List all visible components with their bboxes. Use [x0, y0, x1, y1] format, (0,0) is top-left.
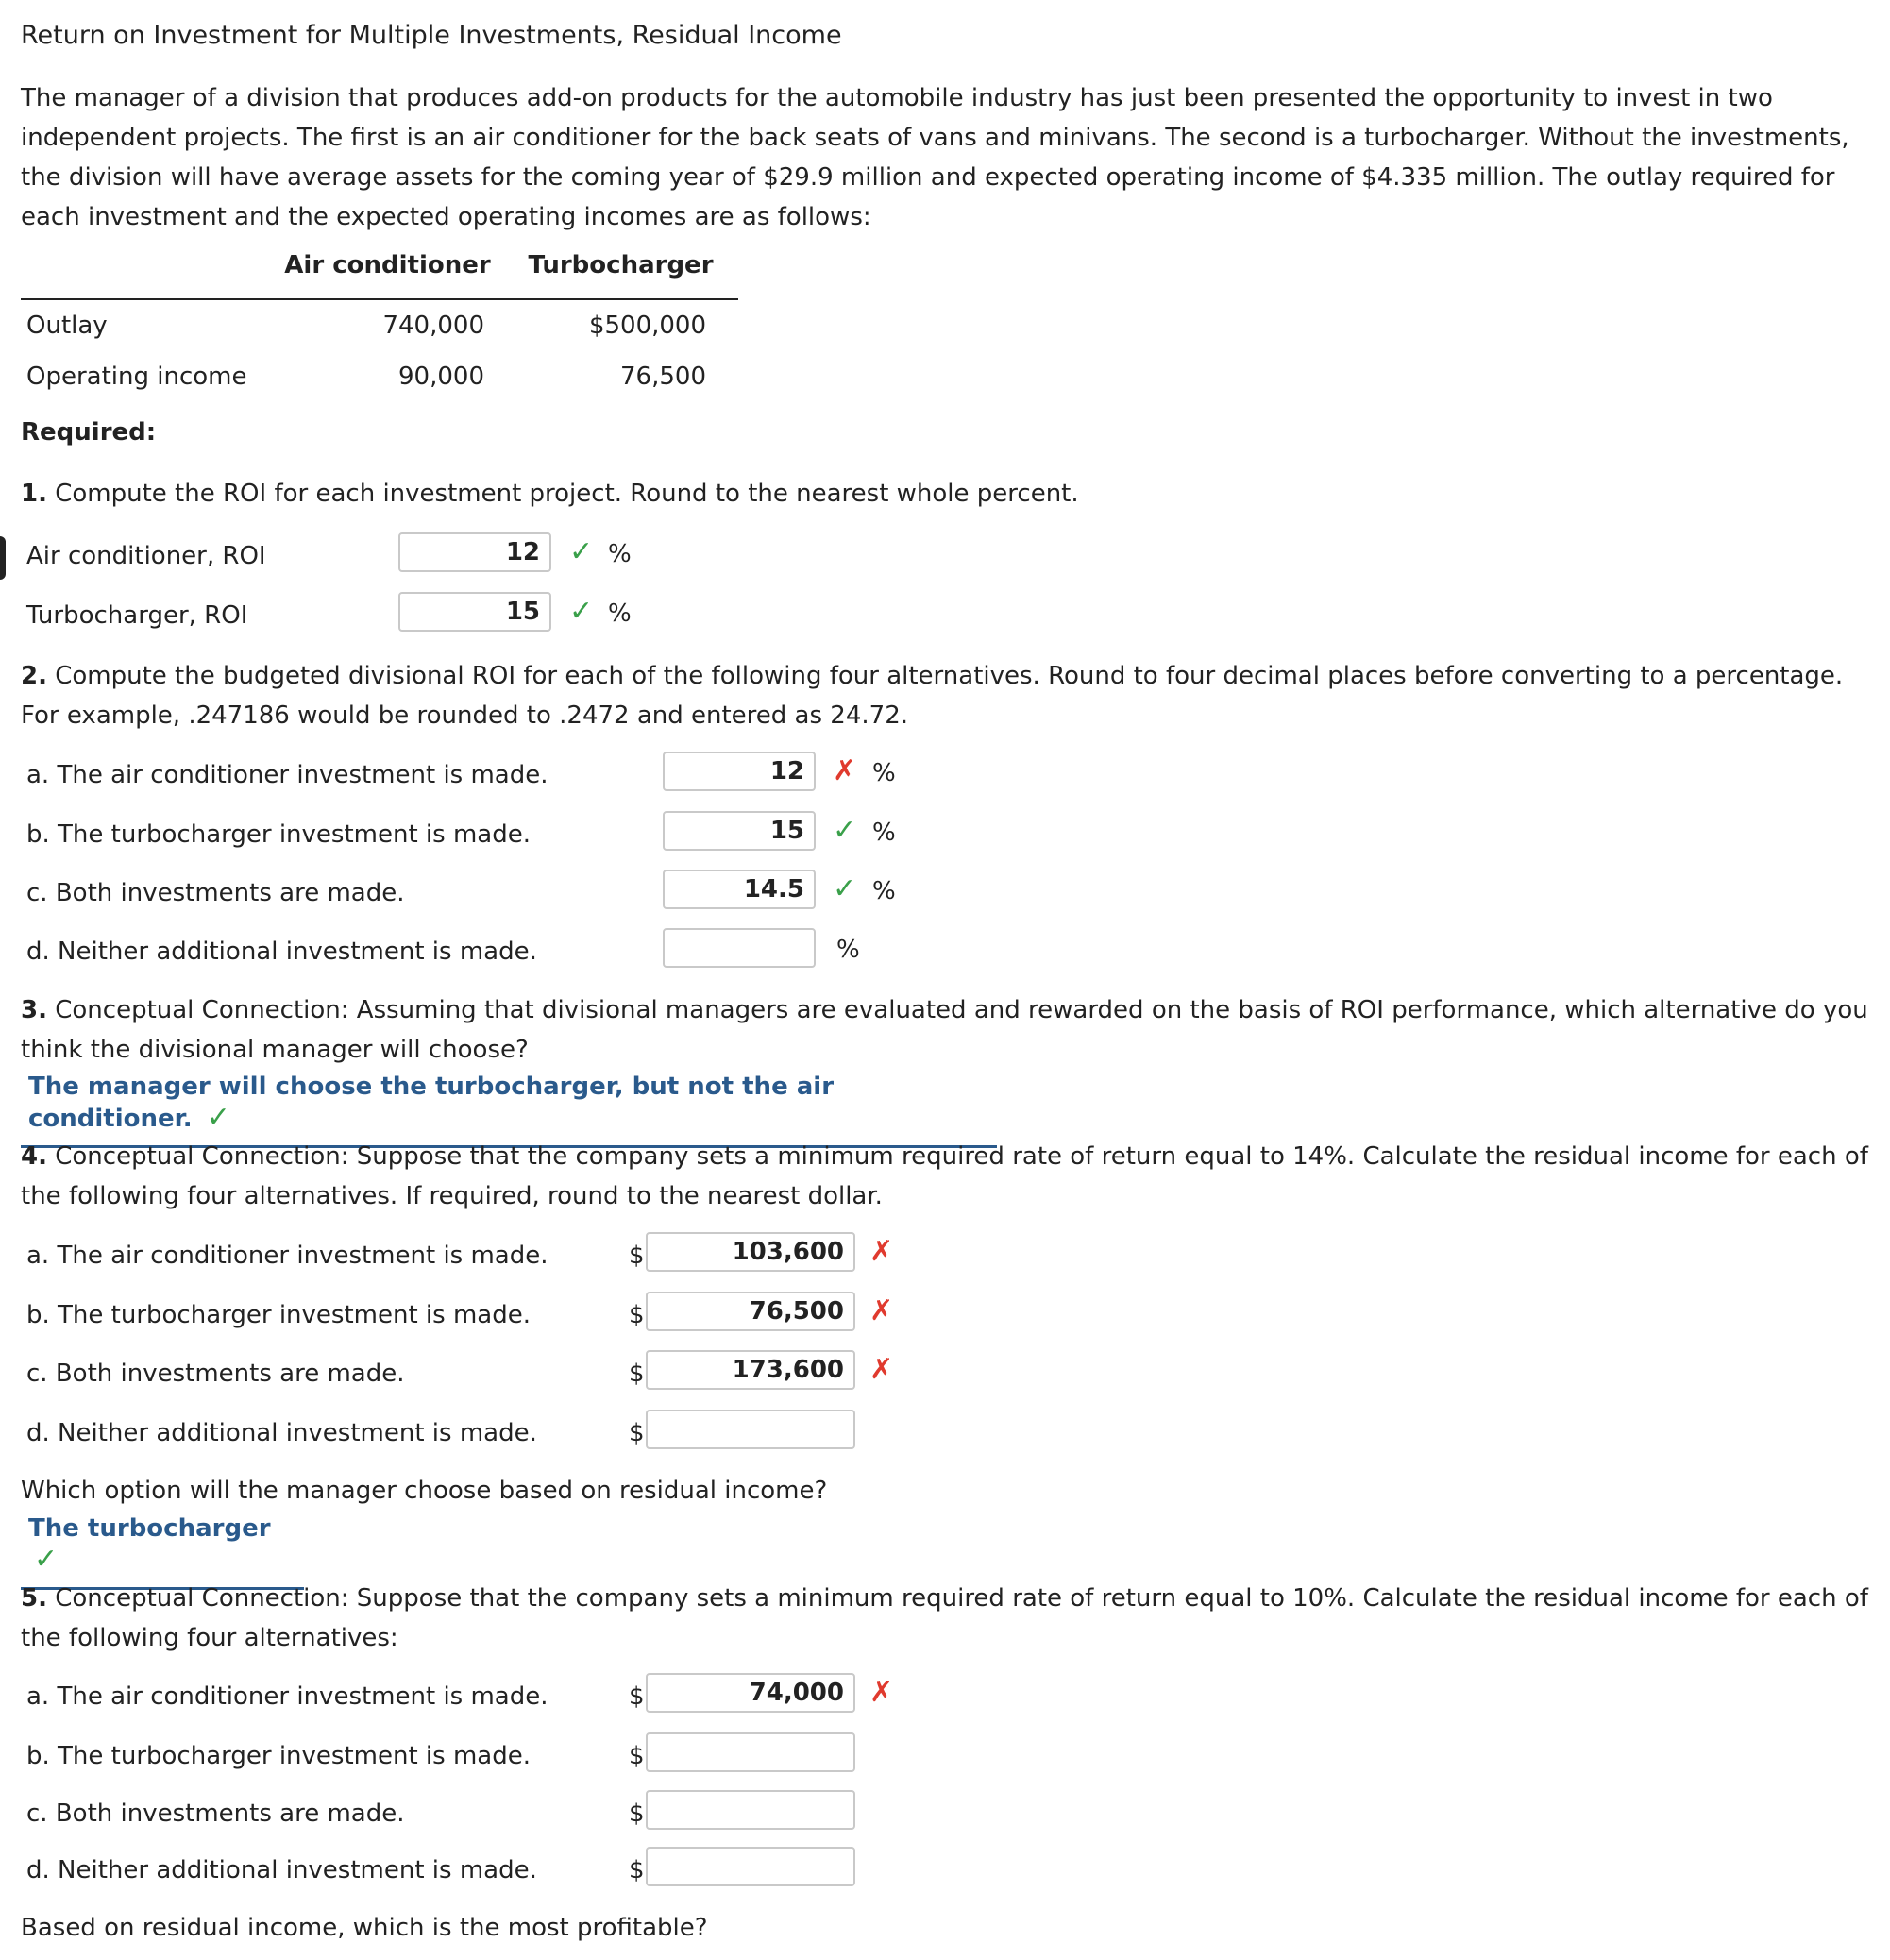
dollar-sign: $: [629, 1419, 645, 1447]
cross-icon: ✗: [869, 1294, 894, 1327]
cell-ac: 740,000: [382, 312, 484, 340]
q1-text: Compute the ROI for each investment project. Round to the nearest whole percent.: [55, 480, 1079, 508]
check-icon: ✓: [206, 1101, 230, 1134]
q4-text: Conceptual Connection: Suppose that the company sets a minimum required rate of return equal to 14%. Calculate the residual income for each of the following four alternatives. If required, round to the nearest dollar.: [21, 1142, 1868, 1210]
table-header-turbocharger: Turbocharger: [528, 251, 714, 279]
table-row: [21, 351, 738, 402]
investment-table: [21, 251, 738, 402]
percent-unit: %: [872, 759, 896, 787]
q5-item-label: c. Both investments are made.: [26, 1799, 405, 1828]
q3-answer-text: The manager will choose the turbocharger, but not the air conditioner.: [28, 1073, 835, 1133]
percent-unit: %: [608, 540, 632, 568]
q2c-roi-input[interactable]: 14.5: [663, 870, 816, 909]
dollar-sign: $: [629, 1360, 645, 1388]
cross-icon: ✗: [833, 754, 857, 787]
required-heading: Required:: [21, 418, 157, 447]
q5-prompt: [21, 1579, 1885, 1658]
q5-followup-question: Based on residual income, which is the most profitable?: [21, 1914, 708, 1942]
q4-item-label: a. The air conditioner investment is made.: [26, 1242, 548, 1270]
dollar-sign: $: [629, 1242, 645, 1270]
q1-item-label: Air conditioner, ROI: [26, 542, 266, 570]
q2-text: Compute the budgeted divisional ROI for each of the following four alternatives. Round to four decimal places before converting to a percentage. For example, .247186 would be rounded to .2472 and entered as 24.72.: [21, 662, 1844, 730]
q3-number: 3.: [21, 996, 47, 1024]
q3-text: Conceptual Connection: Assuming that divisional managers are evaluated and rewarded on the basis of ROI performance, which alternative do you think the divisional manager will choose?: [21, 996, 1868, 1064]
row-marker: [0, 536, 6, 580]
table-row: [21, 299, 738, 351]
check-icon: ✓: [833, 872, 857, 905]
q4-item-label: b. The turbocharger investment is made.: [26, 1301, 531, 1329]
q2d-roi-input[interactable]: [663, 928, 816, 968]
q5-number: 5.: [21, 1584, 47, 1613]
check-icon: ✓: [569, 535, 594, 568]
table-header-air-conditioner: Air conditioner: [284, 251, 491, 279]
problem-intro: The manager of a division that produces add-on products for the automobile industry has just been presented the opportunity to invest in two independent projects. The first is an air conditioner for the back seats of vans and minivans. The second is a turbocharger. Without the investments, the division will have average assets for the coming year of $29.9 million and expected operating income of $4.335 million. The outlay required for each investment and the expected operating incomes are as follows:: [21, 84, 1849, 231]
q4-item-label: c. Both investments are made.: [26, 1360, 405, 1388]
q5-text: Conceptual Connection: Suppose that the company sets a minimum required rate of return equal to 10%. Calculate the residual income for each of the following four alternatives:: [21, 1584, 1868, 1652]
q1-number: 1.: [21, 480, 47, 508]
q1-ac-roi-input[interactable]: 12: [398, 532, 551, 572]
q2-number: 2.: [21, 662, 47, 690]
q4-prompt: [21, 1137, 1885, 1216]
dollar-sign: $: [629, 1682, 645, 1711]
q5c-ri-input[interactable]: [646, 1790, 855, 1830]
table-header-blank: [21, 251, 272, 299]
cross-icon: ✗: [869, 1353, 894, 1386]
q2-item-label: c. Both investments are made.: [26, 879, 405, 907]
q4c-ri-input[interactable]: 173,600: [646, 1350, 855, 1390]
q3-prompt: [21, 990, 1885, 1070]
q5-item-label: d. Neither additional investment is made.: [26, 1856, 537, 1884]
q1-item-label: Turbocharger, ROI: [26, 601, 248, 630]
check-icon: ✓: [34, 1543, 59, 1576]
cross-icon: ✗: [869, 1235, 894, 1268]
q2-prompt: [21, 656, 1885, 735]
row-label: Outlay: [26, 312, 108, 340]
cell-ac: 90,000: [398, 363, 484, 391]
percent-unit: %: [836, 936, 860, 964]
q2-item-label: a. The air conditioner investment is made.: [26, 761, 548, 789]
q5-item-label: b. The turbocharger investment is made.: [26, 1742, 531, 1770]
dollar-sign: $: [629, 1856, 645, 1884]
q2-item-label: b. The turbocharger investment is made.: [26, 820, 531, 849]
q4-answer-text: The turbocharger: [28, 1514, 271, 1543]
q2b-roi-input[interactable]: 15: [663, 811, 816, 851]
percent-unit: %: [872, 877, 896, 905]
q5b-ri-input[interactable]: [646, 1732, 855, 1772]
percent-unit: %: [608, 600, 632, 628]
q4d-ri-input[interactable]: [646, 1410, 855, 1449]
q4-followup-question: Which option will the manager choose based on residual income?: [21, 1477, 828, 1505]
page-title: Return on Investment for Multiple Investments, Residual Income: [21, 21, 842, 50]
dollar-sign: $: [629, 1799, 645, 1828]
q2-item-label: d. Neither additional investment is made.: [26, 938, 537, 966]
check-icon: ✓: [569, 595, 594, 628]
q1-tc-roi-input[interactable]: 15: [398, 592, 551, 632]
dollar-sign: $: [629, 1742, 645, 1770]
q4-item-label: d. Neither additional investment is made.: [26, 1419, 537, 1447]
cell-tc: $500,000: [588, 312, 706, 340]
row-label: Operating income: [26, 363, 247, 391]
q2a-roi-input[interactable]: 12: [663, 752, 816, 791]
q4b-ri-input[interactable]: 76,500: [646, 1292, 855, 1331]
cell-tc: 76,500: [620, 363, 706, 391]
q5-item-label: a. The air conditioner investment is made.: [26, 1682, 548, 1711]
q5d-ri-input[interactable]: [646, 1847, 855, 1886]
percent-unit: %: [872, 819, 896, 847]
dollar-sign: $: [629, 1301, 645, 1329]
q4a-ri-input[interactable]: 103,600: [646, 1232, 855, 1272]
q1-prompt: [21, 480, 1079, 508]
check-icon: ✓: [833, 814, 857, 847]
q4-number: 4.: [21, 1142, 47, 1171]
cross-icon: ✗: [869, 1676, 894, 1709]
q5a-ri-input[interactable]: 74,000: [646, 1673, 855, 1713]
